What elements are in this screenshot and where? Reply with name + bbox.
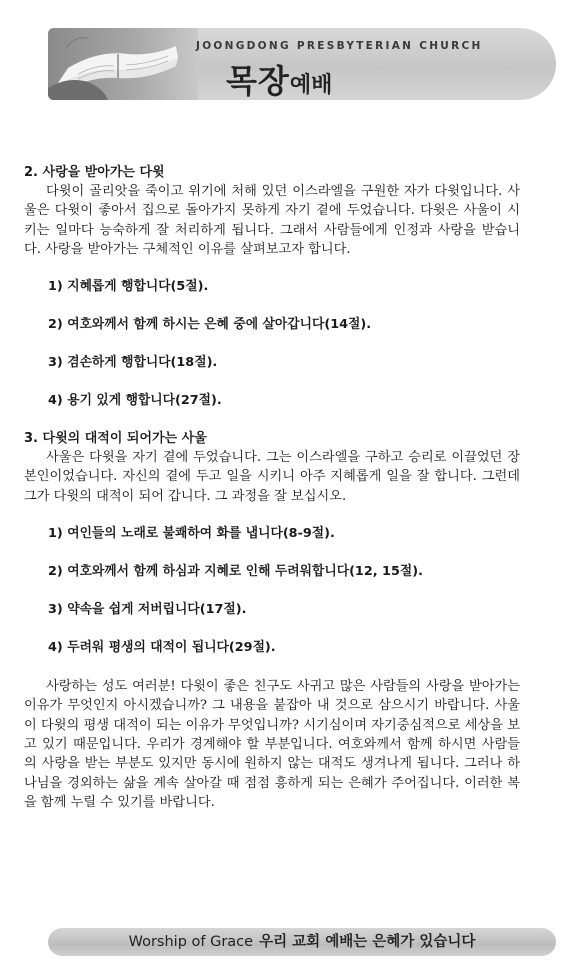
section-2-item: 3) 겸손하게 행합니다(18절). [48, 355, 218, 371]
header-banner [48, 28, 556, 100]
section-3-item: 2) 여호와께서 함께 하심과 지혜로 인해 두려워합니다(12, 15절). [48, 564, 423, 580]
footer-banner [48, 928, 556, 956]
service-title-main: 목장 [226, 62, 290, 100]
church-name: JOONGDONG PRESBYTERIAN CHURCH [196, 40, 483, 52]
service-title-sub: 예배 [289, 73, 333, 98]
closing-paragraph: 사랑하는 성도 여러분! 다윗이 좋은 친구도 사귀고 많은 사람들의 사랑을 받아가는 이유가 무엇인지 아시겠습니까? 그 내용을 붙잡아 내 것으로 삼으시기 바랍니다. 사울이 다윗의 평생 대적이 되는 이유가 무엇입니까? 시기심이며 자기중심적으로 세상을 보고 있기 때문입니다. 우리가 경계해야 할 부분입니다. 여호와께서 함께 하시면 사람들의 사랑을 받는 부분도 있지만 동시에 원하지 않는 대적도 생겨나게 됩니다. 그러나 하나님을 경외하는 삶을 계속 살아갈 때 점점 흥하게 되는 은혜가 주어집니다. 이러한 복을 함께 누릴 수 있기를 바랍니다. [24, 679, 520, 810]
section-2-body: 다윗이 골리앗을 죽이고 위기에 처해 있던 이스라엘을 구원한 자가 다윗입니다. 사울은 다윗이 좋아서 집으로 돌아가지 못하게 자기 곁에 두었습니다. 다윗은 사울이 시키는 일마다 능숙하게 잘 처리하게 됩니다. 그래서 사람들에게 인정과 사랑을 받습니다. 사랑을 받아가는 구체적인 이유를 살펴보고자 합니다. [24, 184, 520, 257]
section-2-item: 4) 용기 있게 행합니다(27절). [48, 393, 222, 409]
section-3-item: 3) 약속을 쉽게 저버립니다(17절). [48, 602, 247, 618]
footer-english: Worship of Grace [128, 934, 254, 950]
section-3-item: 4) 두려워 평생의 대적이 됩니다(29절). [48, 640, 276, 656]
section-2-item: 1) 지혜롭게 행합니다(5절). [48, 279, 209, 295]
section-3-title: 3. 다윗의 대적이 되어가는 사울 [24, 431, 207, 447]
section-3-item: 1) 여인들의 노래로 불쾌하여 화를 냅니다(8-9절). [48, 526, 335, 542]
open-bible-hand-image [48, 28, 198, 100]
footer-korean: 우리 교회 예배는 은혜가 있습니다 [259, 934, 476, 950]
section-3-body: 사울은 다윗을 자기 곁에 두었습니다. 그는 이스라엘을 구하고 승리로 이끌었던 장본인이었습니다. 자신의 곁에 두고 일을 시키니 아주 지혜롭게 일을 잘 합니다. 그런데 그가 다윗의 대적이 되어 갑니다. 그 과정을 잘 보십시오. [24, 450, 520, 504]
sermon-content [24, 163, 520, 812]
service-title [226, 56, 332, 100]
section-2-title: 2. 사랑을 받아가는 다윗 [24, 165, 165, 180]
section-2-item: 2) 여호와께서 함께 하시는 은혜 중에 살아갑니다(14절). [48, 317, 372, 333]
